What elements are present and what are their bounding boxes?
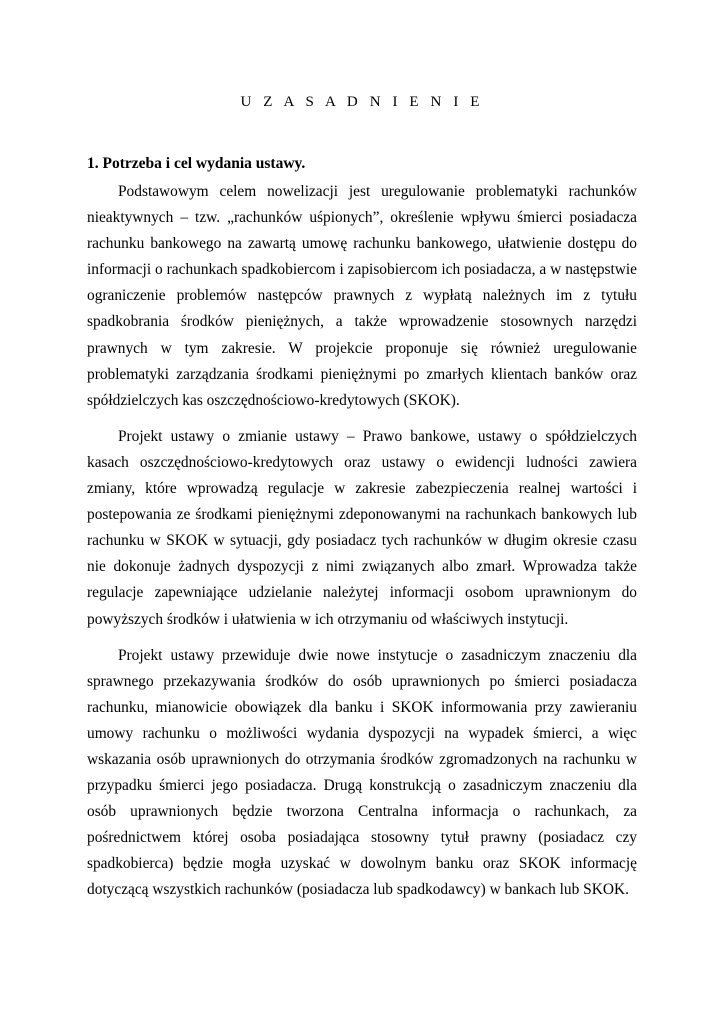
section-heading: 1. Potrzeba i cel wydania ustawy. bbox=[87, 155, 306, 172]
document-title: U Z A S A D N I E N I E bbox=[240, 94, 484, 110]
paragraph-2: Projekt ustawy o zmianie ustawy – Prawo bankowe, ustawy o spółdzielczych kasach oszczędnościowo-kredytowych oraz ustawy o ewidencji ludności zawiera zmiany, które wprowadzą regulacje w zakresie zabezpieczenia realnej wartości i postepowania ze środkami pieniężnymi zdeponowanymi na rachunkach bankowych lub rachunku w SKOK w sytuacji, gdy posiadacz tych rachunków w długim okresie czasu nie dokonuje żadnych dyspozycji z nimi związanych albo zmarł. Wprowadza także regulacje zapewniające udzielanie należytej informacji osobom uprawnionym do powyższych środków i ułatwienia w ich otrzymaniu od właściwych instytucji. bbox=[87, 427, 637, 628]
paragraph-3: Projekt ustawy przewiduje dwie nowe instytucje o zasadniczym znaczeniu dla sprawnego przekazywania środków do osób uprawnionych po śmierci posiadacza rachunku, mianowicie obowiązek dla banku i SKOK informowania przy zawieraniu umowy rachunku o możliwości wydania dyspozycji na wypadek śmierci, a więc wskazania osób uprawnionych do otrzymania środków zgromadzonych na rachunku w przypadku śmierci jego posiadacza. Drugą konstrukcją o zasadniczym znaczeniu dla osób uprawnionych będzie tworzona Centralna informacja o rachunkach, za pośrednictwem której osoba posiadająca stosowny tytuł prawny (posiadacz czy spadkobierca) będzie mogła uzyskać w dowolnym banku oraz SKOK informację dotyczącą wszystkich rachunków (posiadacza lub spadkodawcy) w bankach lub SKOK. bbox=[87, 646, 637, 899]
paragraph-1: Podstawowym celem nowelizacji jest uregulowanie problematyki rachunków nieaktywnych – tzw. „rachunków uśpionych”, określenie wpływu śmierci posiadacza rachunku bankowego na zawartą umowę rachunku bankowego, ułatwienie dostępu do informacji o rachunkach spadkobiercom i zapisobiercom ich posiadacza, a w następstwie ograniczenie problemów następców prawnych z wypłatą należnych im z tytułu spadkobrania środków pieniężnych, a także wprowadzenie stosownych narzędzi prawnych w tym zakresie. W projekcie proponuje się również uregulowanie problematyki zarządzania środkami pieniężnymi po zmarłych klientach banków oraz spółdzielczych kas oszczędnościowo-kredytowych (SKOK). bbox=[87, 183, 637, 409]
document-body bbox=[87, 179, 637, 914]
